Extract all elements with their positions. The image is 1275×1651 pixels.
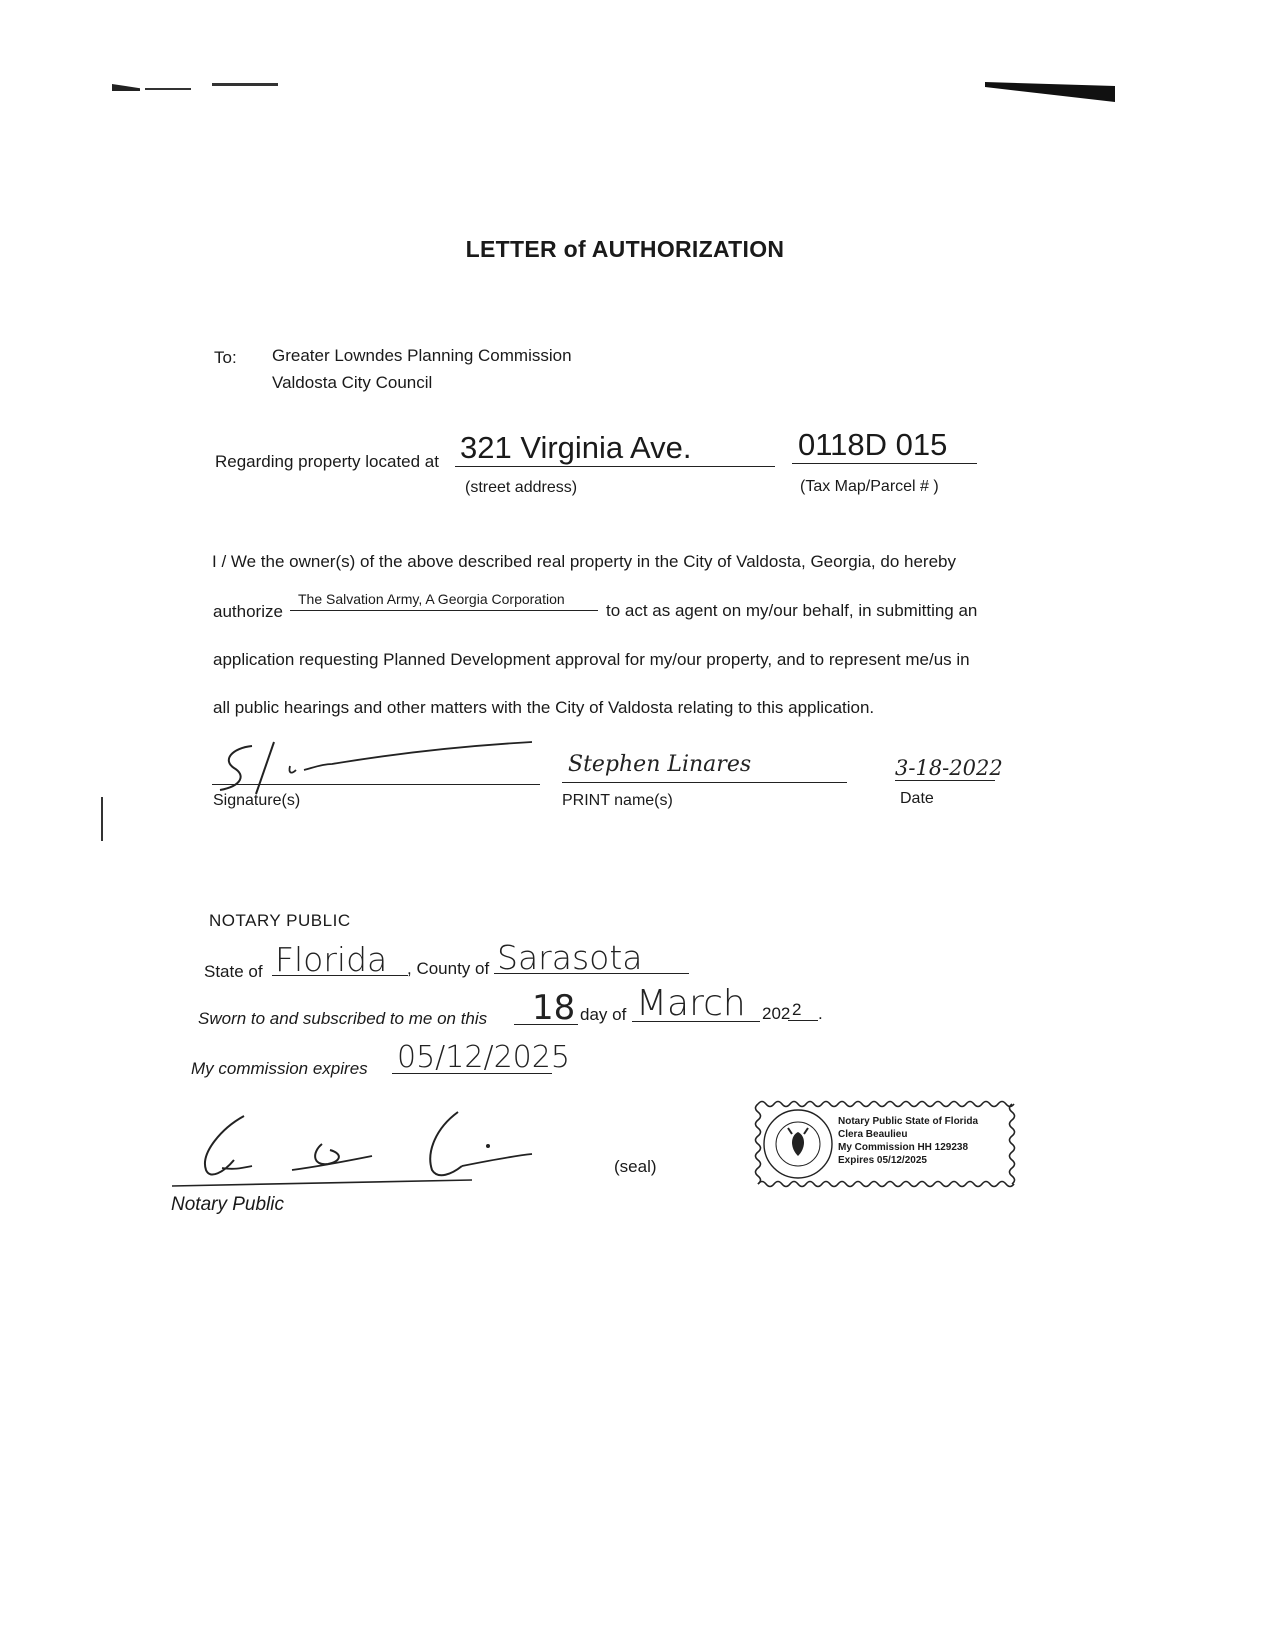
county-label: , County of xyxy=(407,959,490,978)
notary-signature xyxy=(172,1108,542,1198)
notary-stamp xyxy=(752,1098,1018,1190)
expires-label: My commission expires xyxy=(191,1059,368,1078)
signature-line xyxy=(212,784,540,785)
stamp-line-4: Expires 05/12/2025 xyxy=(838,1155,927,1166)
print-name-value: Stephen Linares xyxy=(568,752,752,777)
expires-line xyxy=(392,1073,552,1074)
print-name-caption: PRINT name(s) xyxy=(562,792,673,809)
body-line-1: I / We the owner(s) of the above described real property in the City of Valdosta, Georgia, do hereby xyxy=(212,552,956,571)
parcel-value: 0118D 015 xyxy=(798,427,948,462)
recipient-line-1: Greater Lowndes Planning Commission xyxy=(272,346,572,365)
street-address-value: 321 Virginia Ave. xyxy=(460,430,692,465)
street-address-caption: (street address) xyxy=(465,479,578,496)
stamp-line-1: Notary Public State of Florida xyxy=(838,1116,979,1127)
scan-mark-right xyxy=(985,82,1115,102)
scan-mark-vertical xyxy=(101,797,103,841)
state-line xyxy=(272,975,408,976)
sworn-label: Sworn to and subscribed to me on this xyxy=(198,1009,488,1028)
sworn-day: 18 xyxy=(532,988,576,1028)
year-suffix: 2 xyxy=(792,1000,802,1019)
month-line xyxy=(632,1021,760,1022)
agent-line xyxy=(290,610,598,611)
state-label: State of xyxy=(204,962,263,981)
scan-mark-left-2 xyxy=(145,88,191,90)
year-line xyxy=(788,1020,818,1021)
after-agent-text: to act as agent on my/our behalf, in submitting an xyxy=(606,601,978,620)
state-value: Florida xyxy=(275,940,388,979)
stamp-line-2: Clera Beaulieu xyxy=(838,1129,908,1140)
date-caption: Date xyxy=(900,790,934,807)
county-line xyxy=(494,973,689,974)
property-label: Regarding property located at xyxy=(215,452,439,471)
notary-signature-caption: Notary Public xyxy=(171,1194,284,1215)
to-label: To: xyxy=(214,348,237,367)
date-line xyxy=(895,780,995,781)
expires-value: 05/12/2025 xyxy=(397,1040,570,1075)
signature-caption: Signature(s) xyxy=(213,792,301,809)
body-line-3: application requesting Planned Development approval for my/our property, and to represent me/us in xyxy=(213,650,970,669)
document-title: LETTER of AUTHORIZATION xyxy=(465,236,785,262)
scan-mark-left xyxy=(112,84,140,91)
owner-signature xyxy=(212,738,542,798)
parcel-caption: (Tax Map/Parcel # ) xyxy=(800,478,939,495)
street-address-line xyxy=(455,466,775,467)
sworn-month: March xyxy=(636,983,746,1024)
print-name-line xyxy=(562,782,847,783)
authorize-label: authorize xyxy=(213,602,283,621)
parcel-line xyxy=(792,463,977,464)
day-label: day of xyxy=(580,1005,627,1024)
notary-heading: NOTARY PUBLIC xyxy=(209,911,351,930)
agent-name: The Salvation Army, A Georgia Corporation xyxy=(298,591,565,607)
seal-label: (seal) xyxy=(614,1157,657,1176)
day-line xyxy=(514,1024,578,1025)
year-period: . xyxy=(818,1004,823,1023)
body-line-4: all public hearings and other matters with the City of Valdosta relating to this application. xyxy=(213,698,875,717)
county-value: Sarasota xyxy=(497,938,643,977)
year-prefix: 202 xyxy=(762,1004,791,1023)
stamp-line-3: My Commission HH 129238 xyxy=(838,1142,969,1153)
scan-mark-left-3 xyxy=(212,83,278,86)
date-value: 3-18-2022 xyxy=(895,756,1003,780)
recipient-line-2: Valdosta City Council xyxy=(272,373,433,392)
